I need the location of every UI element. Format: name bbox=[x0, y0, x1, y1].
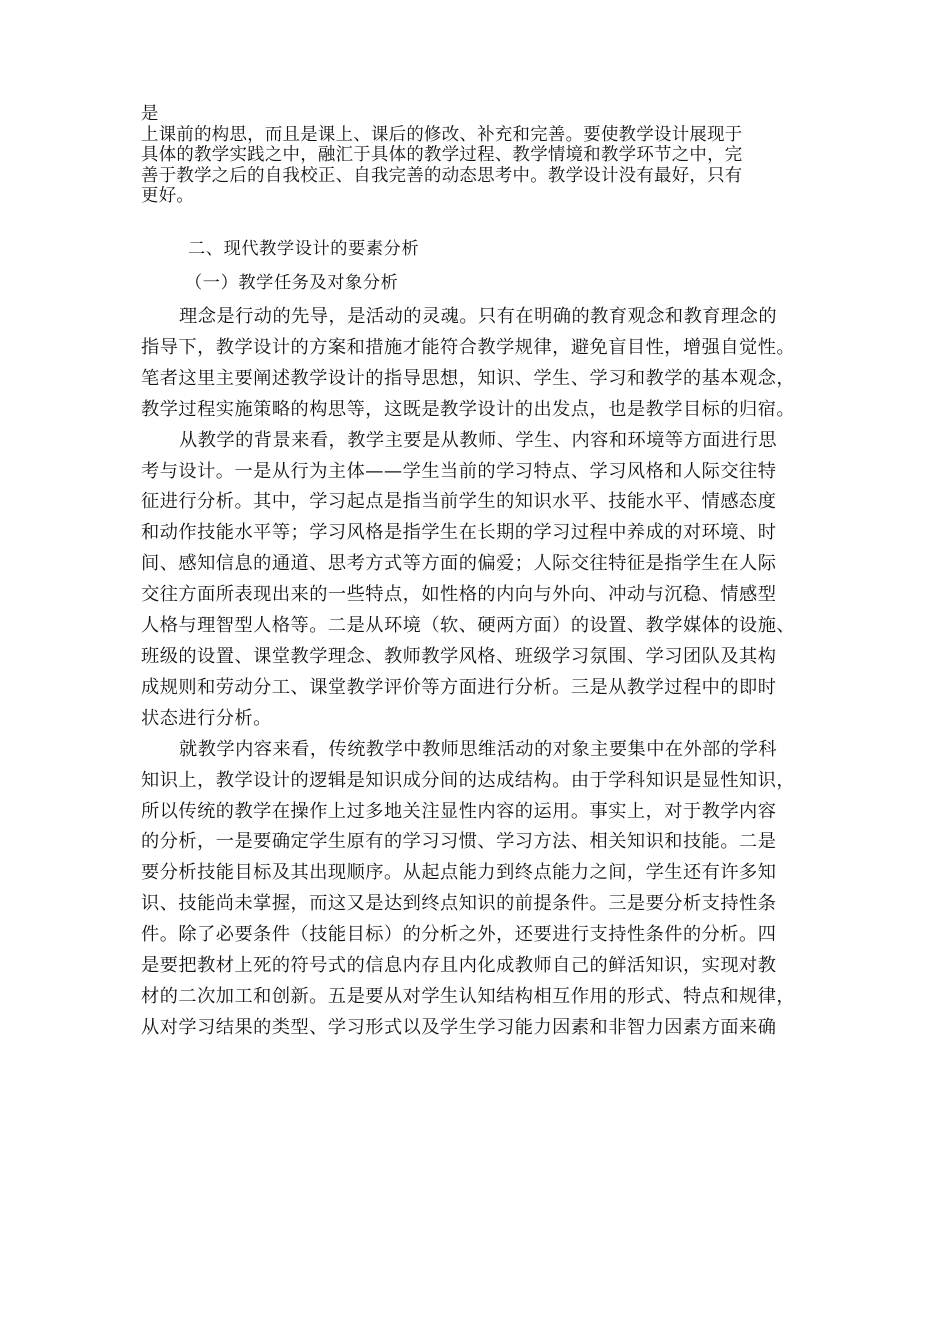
text-line: 是 bbox=[141, 104, 159, 124]
paragraph-first-line: 理念是行动的先导，是活动的灵魂。只有在明确的教育观念和教育理念的 bbox=[179, 306, 778, 327]
text-line: 更好。 bbox=[141, 186, 195, 207]
text-line: 是要把教材上死的符号式的信息内存且内化成教师自己的鲜活知识，实现对教 bbox=[141, 955, 777, 977]
text-line: 笔者这里主要阐述教学设计的指导思想，知识、学生、学习和教学的基本观念， bbox=[141, 367, 796, 389]
continuation-paragraph bbox=[141, 104, 821, 207]
text-line: 识、技能尚未掌握，而这又是达到终点知识的前提条件。三是要分析支持性条 bbox=[141, 893, 777, 915]
text-line: 所以传统的教学在操作上过多地关注显性内容的运用。事实上，对于教学内容 bbox=[141, 800, 777, 822]
text-line: 指导下，教学设计的方案和措施才能符合教学规律，避免盲目性，增强自觉性。 bbox=[141, 336, 796, 358]
paragraph-first-line: 就教学内容来看，传统教学中教师思维活动的对象主要集中在外部的学科 bbox=[179, 738, 778, 760]
paragraph-first-line: 从教学的背景来看，教学主要是从教师、学生、内容和环境等方面进行思 bbox=[179, 429, 778, 451]
text-line: 人格与理智型人格等。二是从环境（软、硬两方面）的设置、教学媒体的设施、 bbox=[141, 615, 796, 637]
subsection-heading: （一）教学任务及对象分析 bbox=[185, 273, 399, 293]
text-line: 从对学习结果的类型、学习形式以及学生学习能力因素和非智力因素方面来确 bbox=[141, 1016, 777, 1038]
text-line: 教学过程实施策略的构思等，这既是教学设计的出发点，也是教学目标的归宿。 bbox=[141, 398, 796, 420]
text-line: 间、感知信息的通道、思考方式等方面的偏爱；人际交往特征是指学生在人际 bbox=[141, 553, 777, 575]
text-line: 班级的设置、课堂教学理念、教师教学风格、班级学习氛围、学习团队及其构 bbox=[141, 645, 777, 667]
text-line: 知识上，教学设计的逻辑是知识成分间的达成结构。由于学科知识是显性知识， bbox=[141, 769, 796, 791]
text-line: 状态进行分析。 bbox=[141, 707, 272, 729]
section-heading: 二、现代教学设计的要素分析 bbox=[188, 239, 420, 259]
text-line: 考与设计。一是从行为主体——学生当前的学习特点、学习风格和人际交往特 bbox=[141, 460, 777, 482]
body-text bbox=[141, 302, 826, 1044]
text-line: 和动作技能水平等；学习风格是指学生在长期的学习过程中养成的对环境、时 bbox=[141, 522, 777, 544]
text-line: 善于教学之后的自我校正、自我完善的动态思考中。教学设计没有最好，只有 bbox=[141, 165, 743, 186]
text-line: 上课前的构思，而且是课上、课后的修改、补充和完善。要使教学设计展现于 bbox=[141, 124, 743, 145]
text-line: 的分析，一是要确定学生原有的学习习惯、学习方法、相关知识和技能。二是 bbox=[141, 831, 777, 853]
text-line: 件。除了必要条件（技能目标）的分析之外，还要进行支持性条件的分析。四 bbox=[141, 924, 777, 946]
text-line: 材的二次加工和创新。五是要从对学生认知结构相互作用的形式、特点和规律， bbox=[141, 985, 796, 1007]
text-line: 交往方面所表现出来的一些特点，如性格的内向与外向、冲动与沉稳、情感型 bbox=[141, 584, 777, 606]
text-line: 具体的教学实践之中，融汇于具体的教学过程、教学情境和教学环节之中，完 bbox=[141, 145, 743, 166]
text-line: 征进行分析。其中，学习起点是指当前学生的知识水平、技能水平、情感态度 bbox=[141, 491, 777, 513]
text-line: 要分析技能目标及其出现顺序。从起点能力到终点能力之间，学生还有许多知 bbox=[141, 862, 777, 884]
text-line: 成规则和劳动分工、课堂教学评价等方面进行分析。三是从教学过程中的即时 bbox=[141, 676, 777, 698]
